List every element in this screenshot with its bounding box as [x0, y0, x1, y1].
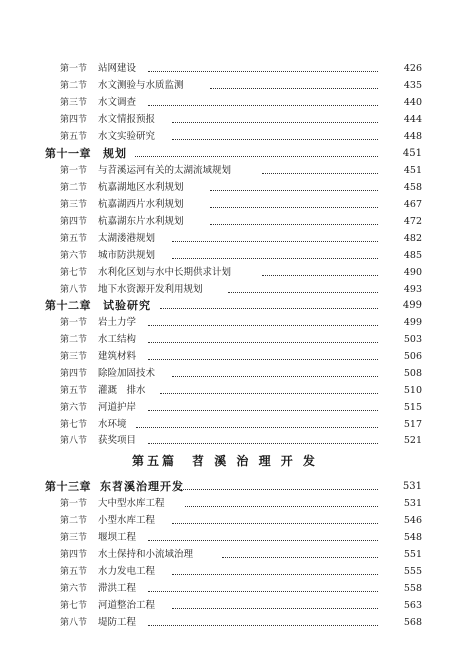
- dot-leader: [148, 342, 378, 343]
- section-label: 第六节: [60, 251, 88, 261]
- page-number: 521: [403, 435, 422, 446]
- section-label: 第三节: [60, 352, 88, 362]
- toc-entry[interactable]: [0, 60, 450, 78]
- section-title: 水文测验与水质监测: [98, 80, 184, 91]
- chapter-title: 东苕溪治理开发: [100, 480, 184, 493]
- section-title: 城市防洪规划: [98, 250, 156, 261]
- section-title: 杭嘉湖地区水利规划: [98, 182, 184, 193]
- toc-entry[interactable]: [0, 331, 450, 349]
- section-label: 第三节: [60, 533, 88, 543]
- section-label: 第一节: [60, 64, 88, 74]
- chapter-label: 第十三章: [45, 480, 91, 493]
- part-heading: 第五篇 苕 溪 治 理 开 发: [132, 454, 318, 468]
- dot-leader: [172, 258, 378, 259]
- dot-leader: [178, 489, 378, 490]
- section-title: 站网建设: [98, 63, 137, 74]
- toc-entry[interactable]: [0, 382, 450, 400]
- toc-entry[interactable]: [0, 162, 450, 180]
- section-title: 岩土力学: [98, 317, 137, 328]
- dot-leader: [262, 173, 378, 174]
- toc-entry[interactable]: [0, 128, 450, 146]
- page-number: 515: [403, 402, 422, 413]
- page-number: 563: [403, 600, 422, 611]
- toc-entry[interactable]: [0, 512, 450, 530]
- section-label: 第七节: [60, 420, 88, 430]
- toc-entry[interactable]: [0, 264, 450, 282]
- section-label: 第一节: [60, 499, 88, 509]
- chapter-title: 规划: [103, 147, 127, 160]
- toc-entry[interactable]: [0, 614, 450, 632]
- page-number: 499: [403, 317, 422, 328]
- page-number: 467: [403, 199, 422, 210]
- dot-leader: [148, 410, 378, 411]
- page-number: 531: [403, 498, 422, 509]
- page-number: 568: [403, 617, 422, 628]
- toc-chapter-entry[interactable]: [0, 478, 450, 496]
- toc-entry[interactable]: [0, 348, 450, 366]
- section-label: 第二节: [60, 516, 88, 526]
- section-label: 第二节: [60, 335, 88, 345]
- chapter-label: 第十一章: [45, 147, 91, 160]
- section-label: 第四节: [60, 550, 88, 560]
- toc-entry[interactable]: [0, 432, 450, 450]
- page-number: 548: [403, 532, 422, 543]
- section-label: 第八节: [60, 285, 88, 295]
- dot-leader: [148, 625, 378, 626]
- page-number: 555: [403, 566, 422, 577]
- section-label: 第四节: [60, 217, 88, 227]
- section-label: 第二节: [60, 183, 88, 193]
- toc-entry[interactable]: [0, 597, 450, 615]
- section-title: 灌溉 排水: [98, 385, 146, 396]
- dot-leader: [172, 241, 378, 242]
- section-label: 第六节: [60, 584, 88, 594]
- section-title: 大中型水库工程: [98, 498, 165, 509]
- chapter-label: 第十二章: [45, 299, 91, 312]
- page-number: 448: [403, 131, 422, 142]
- dot-leader: [262, 275, 378, 276]
- section-title: 水工结构: [98, 334, 137, 345]
- page-number: 499: [402, 300, 422, 311]
- dot-leader: [210, 190, 378, 191]
- section-label: 第五节: [60, 234, 88, 244]
- section-title: 河道整治工程: [98, 600, 156, 611]
- section-title: 堤防工程: [98, 617, 137, 628]
- section-title: 水文调查: [98, 97, 137, 108]
- toc-entry[interactable]: [0, 213, 450, 231]
- dot-leader: [135, 156, 378, 157]
- dot-leader: [160, 393, 378, 394]
- dot-leader: [148, 105, 378, 106]
- page-number: 490: [403, 267, 422, 278]
- page-number: 444: [403, 114, 422, 125]
- page-number: 451: [402, 148, 422, 159]
- dot-leader: [210, 207, 378, 208]
- section-label: 第八节: [60, 436, 88, 446]
- page-number: 503: [403, 334, 422, 345]
- section-label: 第一节: [60, 318, 88, 328]
- page-number: 510: [403, 385, 422, 396]
- dot-leader: [148, 359, 378, 360]
- page-number: 551: [403, 549, 422, 560]
- page-number: 558: [403, 583, 422, 594]
- dot-leader: [172, 574, 378, 575]
- section-label: 第八节: [60, 618, 88, 628]
- dot-leader: [210, 224, 378, 225]
- section-title: 建筑材料: [98, 351, 137, 362]
- page-number: 435: [403, 80, 422, 91]
- section-label: 第七节: [60, 601, 88, 611]
- dot-leader: [148, 443, 378, 444]
- dot-leader: [136, 427, 378, 428]
- toc-entry[interactable]: [0, 399, 450, 417]
- section-title: 水利化区划与水中长期供求计划: [98, 267, 232, 278]
- section-title: 水力发电工程: [98, 566, 156, 577]
- section-title: 水环境: [98, 419, 127, 430]
- page-number: 482: [403, 233, 422, 244]
- page-number: 426: [403, 63, 422, 74]
- section-label: 第三节: [60, 98, 88, 108]
- page-number: 451: [403, 165, 422, 176]
- page-number: 472: [403, 216, 422, 227]
- section-label: 第五节: [60, 132, 88, 142]
- section-title: 水文情报预报: [98, 114, 156, 125]
- dot-leader: [172, 608, 378, 609]
- section-title: 滞洪工程: [98, 583, 137, 594]
- dot-leader: [185, 506, 378, 507]
- dot-leader: [148, 591, 378, 592]
- section-label: 第三节: [60, 200, 88, 210]
- section-title: 除险加固技术: [98, 368, 156, 379]
- dot-leader: [210, 88, 378, 89]
- section-label: 第四节: [60, 115, 88, 125]
- dot-leader: [160, 308, 378, 309]
- toc-entry[interactable]: [0, 580, 450, 598]
- section-title: 水土保持和小流域治理: [98, 549, 194, 560]
- section-title: 水文实验研究: [98, 131, 156, 142]
- toc-entry[interactable]: [0, 111, 450, 129]
- toc-entry[interactable]: [0, 529, 450, 547]
- section-title: 太湖溇港规划: [98, 233, 156, 244]
- section-title: 堰坝工程: [98, 532, 137, 543]
- section-label: 第七节: [60, 268, 88, 278]
- page-number: 546: [403, 515, 422, 526]
- toc-entry[interactable]: [0, 563, 450, 581]
- toc-entry[interactable]: [0, 314, 450, 332]
- section-title: 杭嘉湖东片水利规划: [98, 216, 184, 227]
- dot-leader: [148, 71, 378, 72]
- toc-entry[interactable]: [0, 77, 450, 95]
- toc-entry[interactable]: [0, 247, 450, 265]
- section-title: 小型水库工程: [98, 515, 156, 526]
- page-number: 485: [403, 250, 422, 261]
- section-title: 河道护岸: [98, 402, 137, 413]
- page-number: 506: [403, 351, 422, 362]
- section-title: 地下水资源开发利用规划: [98, 284, 203, 295]
- toc-chapter-entry[interactable]: [0, 145, 450, 163]
- section-label: 第六节: [60, 403, 88, 413]
- dot-leader: [222, 557, 378, 558]
- page-number: 531: [402, 481, 422, 492]
- section-label: 第一节: [60, 166, 88, 176]
- chapter-title: 试验研究: [103, 299, 151, 312]
- page-number: 458: [403, 182, 422, 193]
- page-number: 508: [403, 368, 422, 379]
- toc-entry[interactable]: [0, 495, 450, 513]
- dot-leader: [172, 139, 378, 140]
- dot-leader: [172, 122, 378, 123]
- dot-leader: [228, 292, 378, 293]
- section-title: 与苕溪运河有关的太湖流域规划: [98, 165, 232, 176]
- section-label: 第二节: [60, 81, 88, 91]
- section-title: 杭嘉湖西片水利规划: [98, 199, 184, 210]
- toc-entry[interactable]: [0, 230, 450, 248]
- dot-leader: [148, 325, 378, 326]
- dot-leader: [148, 540, 378, 541]
- toc-entry[interactable]: [0, 365, 450, 383]
- dot-leader: [172, 523, 378, 524]
- toc-chapter-entry[interactable]: [0, 297, 450, 315]
- section-label: 第四节: [60, 369, 88, 379]
- toc-entry[interactable]: [0, 94, 450, 112]
- section-label: 第五节: [60, 386, 88, 396]
- toc-entry[interactable]: [0, 179, 450, 197]
- toc-entry[interactable]: [0, 196, 450, 214]
- section-title: 获奖项目: [98, 435, 137, 446]
- page-number: 493: [403, 284, 422, 295]
- dot-leader: [172, 376, 378, 377]
- page-number: 440: [403, 97, 422, 108]
- page-number: 517: [403, 419, 422, 430]
- toc-entry[interactable]: [0, 546, 450, 564]
- section-label: 第五节: [60, 567, 88, 577]
